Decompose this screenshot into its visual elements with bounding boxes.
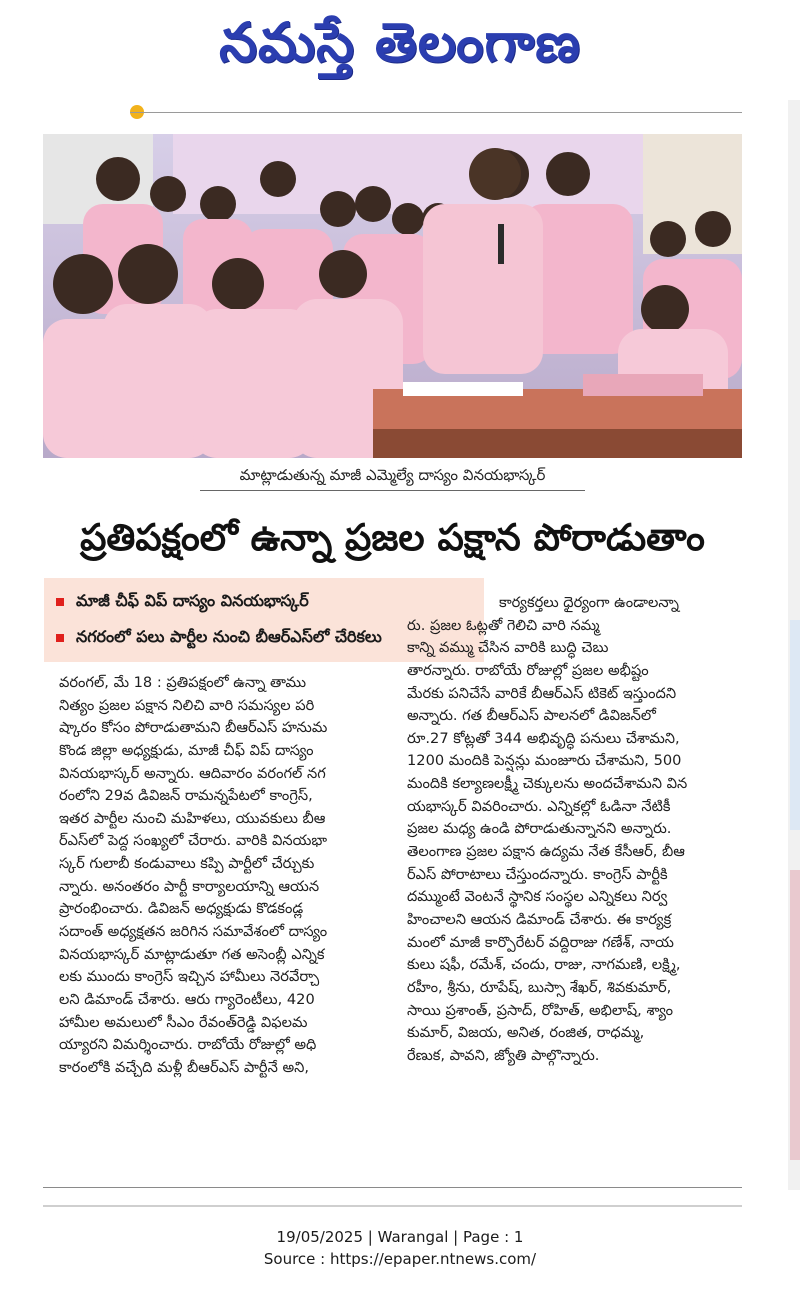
article-line: సదాంత్ అధ్యక్షతన జరిగిన సమావేశంలో దాస్యం: [59, 923, 328, 941]
highlight-text: నగరంలో పలు పార్టీల నుంచి బీఆర్ఎస్‌లో చేరికలు: [76, 627, 382, 646]
article-line: ప్రజల మధ్య ఉండి పోరాడుతున్నానని అన్నారు.: [407, 820, 672, 838]
article-line: ఇతర పార్టీల నుంచి మహిళలు, యువకులు బీఆ: [59, 809, 326, 827]
article-line: మంలో మాజీ కార్పొరేటర్ వద్దిరాజు గణేశ్, నాయ: [407, 933, 674, 951]
article-line: కులు షఫీ, రమేశ్, చందు, రాజు, నాగమణి, లక్ష్మి,: [407, 956, 681, 974]
caption-underline: [200, 490, 585, 491]
article-line: ర్ఎస్ పోరాటాలు చేస్తుందన్నారు. కాంగ్రెస్ పార్టీకి: [407, 865, 668, 883]
article-line: స్కర్ గులాబీ కండువాలు కప్పి పార్టీలో చేర్చుకు: [59, 855, 315, 873]
bottom-divider-thick: [43, 1205, 742, 1207]
article-line: రేణుక, పావని, జ్యోతి పాల్గొన్నారు.: [407, 1046, 600, 1064]
bottom-divider: [43, 1187, 742, 1188]
article-line: హామీల అమలులో సీఎం రేవంత్‌రెడ్డి విఫలమ: [59, 1013, 308, 1031]
article-line: వరంగల్, మే 18 : ప్రతిపక్షంలో ఉన్నా తాము: [59, 674, 307, 691]
article-column-left: [59, 672, 390, 1080]
article-headline: ప్రతిపక్షంలో ఉన్నా ప్రజల పక్షాన పోరాడుతాం: [80, 516, 705, 559]
article-line: మేరకు పనిచేసే వారికే బీఆర్ఎస్ టికెట్ ఇస్తుందని: [407, 684, 677, 702]
article-line: రు. ప్రజల ఓట్లతో గెలిచి వారి నమ్మ: [407, 616, 600, 634]
highlight-text: మాజీ చీఫ్ విప్ దాస్యం వినయభాస్కర్: [76, 591, 309, 610]
article-line: సాయి ప్రశాంత్, ప్రసాద్, రోహిత్, అభిలాష్, శ్యాం: [407, 1001, 674, 1019]
article-line: మందికి కల్యాణలక్ష్మీ చెక్కులను అందచేశామని విన: [407, 775, 688, 793]
footer-source: Source : https://epaper.ntnews.com/: [263, 1250, 537, 1268]
article-line: రహీం, శ్రీను, రూపేష్, బుస్సా శేఖర్, శివకుమార్,: [407, 978, 672, 996]
article-line: తారన్నారు. రాబోయే రోజుల్లో ప్రజల అభీష్టం: [407, 661, 649, 679]
article-line: అన్నారు. గత బీఆర్ఎస్ పాలనలో డివిజన్‌లో: [407, 707, 656, 725]
article-line: నిత్యం ప్రజల పక్షాన నిలిచి వారి సమస్యల పరి: [59, 696, 315, 714]
article-line: ష్కారం కోసం పోరాడుతామని బీఆర్ఎస్ హనుమ: [59, 719, 328, 737]
article-line: రంలోని 29వ డివిజన్ రామన్నపేటలో కాంగ్రెస్,: [59, 787, 313, 805]
bullet-icon: [56, 598, 64, 606]
adjacent-page-edge-pink: [790, 870, 800, 1160]
article-line: కారంలోకి వచ్చేది మళ్లీ బీఆర్ఎస్ పార్టీనే అని,: [59, 1058, 310, 1076]
article-line: కార్యకర్తలు ధైర్యంగా ఉండాలన్నా: [499, 594, 679, 611]
bullet-icon: [56, 634, 64, 642]
article-line: వినయభాస్కర్ అన్నారు. ఆదివారం వరంగల్ నగ: [59, 764, 326, 782]
article-line: 1200 మందికి పెన్షన్లు మంజూరు చేశామని, 500: [407, 752, 682, 770]
adjacent-page-edge-blue: [790, 620, 800, 830]
news-photo: [43, 134, 742, 458]
article-line: ర్ఎస్‌లో పెద్ద సంఖ్యలో చేరారు. వారికి వినయభా: [59, 832, 328, 850]
article-line: దమ్ముంటే వెంటనే స్థానిక సంస్థల ఎన్నికలు నిర్వ: [407, 888, 668, 906]
article-line: తెలంగాణ ప్రజల పక్షాన ఉద్యమ నేత కేసీఆర్, బీఆ: [407, 843, 685, 861]
article-line: రూ.27 కోట్లతో 344 అభివృద్ధి పనులు చేశామని,: [407, 729, 680, 747]
article-line: య్యారని విమర్శించారు. రాబోయే రోజుల్లో అధి: [59, 1036, 317, 1054]
article-line: లకు ముందు కాంగ్రెస్ ఇచ్చిన హామీలు నెరవేర్చా: [59, 968, 320, 986]
footer-date-edition: 19/05/2025 | Warangal | Page : 1: [276, 1228, 524, 1246]
article-line: కుమార్, విజయ, అనిత, రంజిత, రాధమ్మ,: [407, 1024, 645, 1042]
article-line: లని డిమాండ్ చేశారు. ఆరు గ్యారెంటీలు, 420: [59, 990, 315, 1008]
article-column-right: [407, 592, 747, 1067]
article-line: యభాస్కర్ వివరించారు. ఎన్నికల్లో ఓడినా నేటికీ: [407, 797, 671, 815]
article-line: కొండ జిల్లా అధ్యక్షుడు, మాజీ చీఫ్ విప్ దాస్యం: [59, 741, 314, 759]
newspaper-logo: నమస్తే తెలంగాణ: [219, 11, 581, 74]
article-line: కాన్ని వమ్ము చేసిన వారికి బుద్ధి చెబు: [407, 639, 609, 657]
top-divider: [130, 112, 742, 113]
article-line: న్నారు. అనంతరం పార్టీ కార్యాలయాన్ని ఆయన: [59, 877, 320, 895]
article-line: ప్రారంభించారు. డివిజన్ అధ్యక్షుడు కొడకండ్ల: [59, 900, 304, 918]
article-line: హించాలని ఆయన డిమాండ్ చేశారు. ఈ కార్యక్ర: [407, 910, 672, 928]
article-line: వినయభాస్కర్ మాట్లాడుతూ గత అసెంబ్లీ ఎన్నిక: [59, 945, 325, 963]
masthead: [0, 0, 800, 90]
photo-caption: మాట్లాడుతున్న మాజీ ఎమ్మెల్యే దాస్యం వినయభాస్కర్: [239, 466, 546, 484]
